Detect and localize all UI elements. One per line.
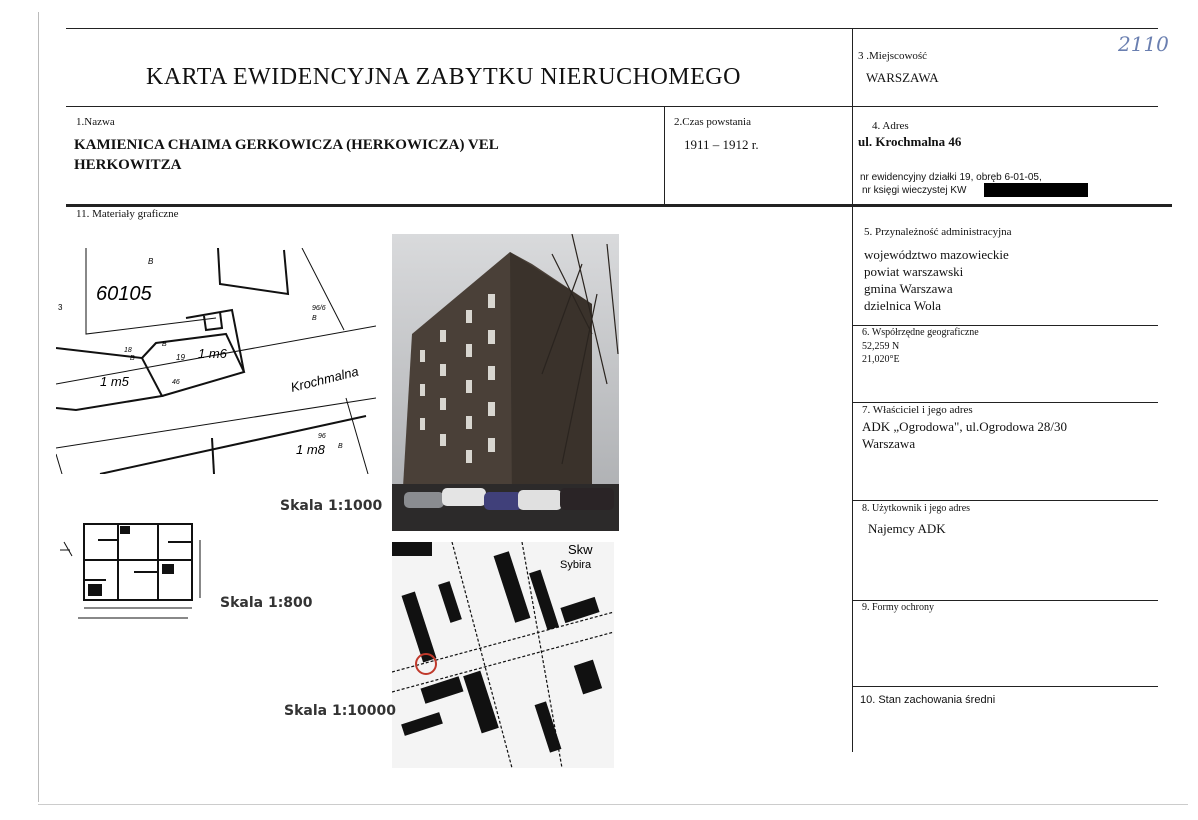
redaction-bar xyxy=(984,183,1088,197)
rule-after-user xyxy=(852,600,1158,601)
admin-line-1: województwo mazowieckie xyxy=(864,247,1009,262)
scale-800-label: Skala 1:800 xyxy=(220,595,313,611)
rule-after-admin xyxy=(852,325,1158,326)
map-label-m8: 1 m8 xyxy=(296,442,325,457)
map-label-19: 19 xyxy=(176,353,185,362)
map-label-18: 18 xyxy=(124,347,132,354)
coords-label: 6. Współrzędne geograficzne xyxy=(862,327,979,338)
header-bottom-rule xyxy=(66,106,1158,107)
user-value: Najemcy ADK xyxy=(868,521,946,536)
rule-after-protection xyxy=(852,686,1158,687)
admin-line-3: gmina Warszawa xyxy=(864,281,953,296)
floor-plan xyxy=(58,520,208,630)
admin-label: 5. Przynależność administracyjna xyxy=(864,226,1012,238)
plot-number: nr ewidencyjny działki 19, obręb 6-01-05, xyxy=(860,172,1042,183)
map-label-18-b: B xyxy=(130,355,135,362)
field3-label: 3 .Miejscowość xyxy=(858,50,928,62)
address-value: ul. Krochmalna 46 xyxy=(858,134,962,149)
city-map-label-skw: Skw xyxy=(568,542,593,557)
coords-n: 52,259 N xyxy=(862,341,900,352)
field3-value: WARSZAWA xyxy=(866,70,939,85)
map-label-street: Krochmalna xyxy=(289,363,361,395)
rule-after-coords xyxy=(852,402,1158,403)
cadastral-map-svg xyxy=(56,248,376,474)
rule-after-owner xyxy=(852,500,1158,501)
map-label-96: 96 xyxy=(318,433,326,440)
city-map-label-sybira: Sybira xyxy=(560,559,592,571)
city-map xyxy=(392,542,614,768)
row1-bottom-rule xyxy=(66,204,1172,207)
address-label: 4. Adres xyxy=(872,120,909,132)
owner-line-1: ADK „Ogrodowa", ul.Ogrodowa 28/30 xyxy=(862,419,1067,434)
name-line1: KAMIENICA CHAIMA GERKOWICZA (HERKOWICZA) VEL xyxy=(74,137,499,153)
floor-plan-svg xyxy=(58,520,208,630)
page-left-border xyxy=(38,12,39,802)
condition-label: 10. Stan zachowania średni xyxy=(860,694,996,706)
name-line2: HERKOWITZA xyxy=(74,157,182,173)
graphics-label: 11. Materiały graficzne xyxy=(76,208,179,220)
map-label-m5: 1 m5 xyxy=(100,374,129,389)
owner-line-2: Warszawa xyxy=(862,436,916,451)
map-label-46: 46 xyxy=(172,379,180,386)
admin-line-2: powiat warszawski xyxy=(864,264,964,279)
protection-label: 9. Formy ochrony xyxy=(862,602,934,613)
right-column-divider xyxy=(852,28,853,752)
top-rule xyxy=(66,28,1158,29)
owner-label: 7. Właściciel i jego adres xyxy=(862,404,973,416)
map-label-96-b: B xyxy=(312,315,317,322)
scale-10000-label: Skala 1:10000 xyxy=(284,703,397,719)
user-label: 8. Użytkownik i jego adres xyxy=(862,503,971,514)
building-photo xyxy=(392,234,619,531)
form-title: KARTA EWIDENCYJNA ZABYTKU NIERUCHOMEGO xyxy=(146,64,741,90)
map-label-m6: 1 m6 xyxy=(198,346,227,361)
date-label: 2.Czas powstania xyxy=(674,116,751,128)
date-column-divider xyxy=(664,106,665,206)
date-value: 1911 – 1912 r. xyxy=(684,137,759,152)
map-label-parcel: 60105 xyxy=(96,283,152,305)
coords-e: 21,020°E xyxy=(862,354,900,365)
scale-1000-label: Skala 1:1000 xyxy=(280,498,383,514)
admin-line-4: dzielnica Wola xyxy=(864,298,942,313)
handwritten-number: 2110 xyxy=(1118,32,1169,56)
building-photo-svg xyxy=(392,234,619,531)
name-label: 1.Nazwa xyxy=(76,116,115,128)
map-label-b2: B xyxy=(162,341,167,348)
city-map-svg xyxy=(392,542,614,768)
map-label-b1: B xyxy=(148,257,154,266)
map-label-side3: 3 xyxy=(58,303,63,312)
page-bottom-border xyxy=(38,804,1188,805)
cadastral-map xyxy=(56,248,376,474)
map-label-b3: B xyxy=(338,443,343,450)
land-register: nr księgi wieczystej KW xyxy=(862,185,967,196)
map-label-96-6: 96/6 xyxy=(312,305,326,312)
